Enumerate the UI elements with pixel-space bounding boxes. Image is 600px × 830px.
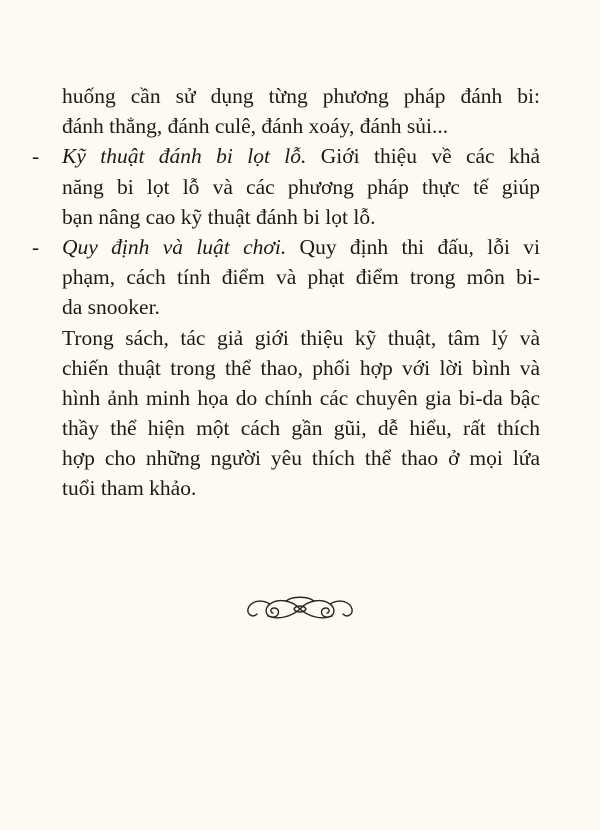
bullet-text: Quy định thi đấu, lỗi vi (286, 234, 540, 259)
bullet-text: Giới thiệu về các khả (306, 144, 540, 169)
text-line: thầy thể hiện một cách gần gũi, dễ hiểu, rất thích (62, 416, 540, 441)
scroll-flourish-icon (244, 592, 356, 626)
text-line: Trong sách, tác giả giới thiệu kỹ thuật, tâm lý và (62, 325, 540, 350)
text-line: đánh thẳng, đánh culê, đánh xoáy, đánh sủi... (62, 114, 449, 139)
bullet-title: Kỹ thuật đánh bi lọt lỗ. (62, 144, 307, 169)
text-line: da snooker. (62, 295, 160, 320)
text-line: hình ảnh minh họa do chính các chuyên gia bi-da bậc (62, 385, 540, 410)
bullet-item-pocket-technique (32, 141, 540, 232)
text-line: tuổi tham khảo. (62, 476, 197, 501)
text-line (62, 232, 540, 262)
text-line: hợp cho những người yêu thích thể thao ở mọi lứa (62, 446, 540, 471)
text-line: phạm, cách tính điểm và phạt điểm trong môn bi- (62, 265, 540, 290)
continuation-paragraph (62, 81, 540, 141)
text-line: bạn nâng cao kỹ thuật đánh bi lọt lỗ. (62, 204, 376, 229)
bullet-dash: - (32, 234, 40, 259)
bullet-title: Quy định và luật chơi. (62, 234, 287, 259)
bullet-dash: - (32, 144, 40, 169)
body-text (32, 81, 540, 504)
closing-paragraph (62, 323, 540, 504)
text-line: chiến thuật trong thể thao, phối hợp với lời bình và (62, 355, 540, 380)
text-line: năng bi lọt lỗ và các phương pháp thực tế giúp (62, 174, 540, 199)
text-line: huống cần sử dụng từng phương pháp đánh bi: (62, 84, 540, 108)
bullet-item-rules (32, 232, 540, 323)
text-line (62, 141, 540, 171)
